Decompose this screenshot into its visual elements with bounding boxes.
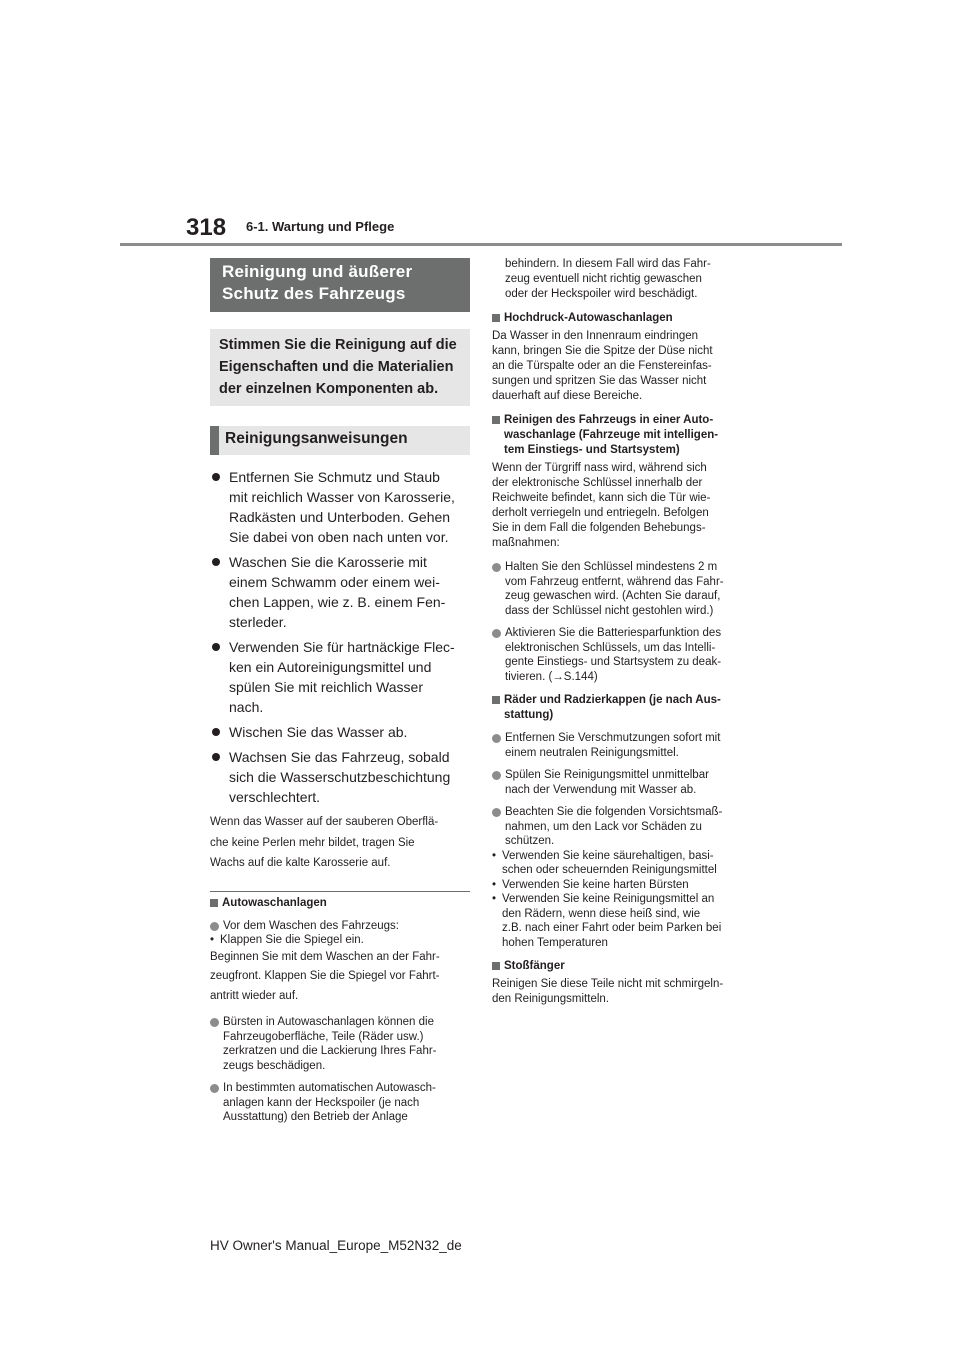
topic-item: Bürsten in Autowaschanlagen können die Fahrzeugoberfläche, Teile (Räder usw.) zerkratzen und die Lackierung Ihres Fahr- zeugs beschädigen. (210, 1015, 470, 1073)
right-column (492, 257, 754, 1007)
intro-line: Eigenschaften und die Materialien (219, 359, 454, 375)
intro-line: Stimmen Sie die Reinigung auf die (219, 337, 457, 353)
bullet-icon (212, 643, 220, 651)
paragraph: Wenn der Türgriff nass wird, während sich der elektronische Schlüssel innerhalb der Reichweite befindet, kann sich die Tür wie- derholt verriegeln und entriegeln. Befolgen Sie in dem Fall die folgenden Behebungs- maßnahmen: (492, 462, 711, 549)
chapter-title: 6-1. Wartung und Pflege (246, 219, 395, 234)
bullet-icon (212, 473, 220, 481)
instruction-list (210, 467, 470, 807)
square-bullet-icon (492, 416, 500, 424)
circle-bullet-icon (492, 808, 501, 817)
topic-item: Entfernen Sie Verschmutzungen sofort mit einem neutralen Reinigungsmittel. (492, 731, 754, 760)
sub-bullet-icon: • (210, 934, 215, 946)
page-number: 318 (186, 214, 227, 241)
title-line: Schutz des Fahrzeugs (222, 284, 406, 303)
circle-bullet-icon (210, 1018, 219, 1027)
circle-bullet-icon (210, 1084, 219, 1093)
circle-bullet-icon (492, 563, 501, 572)
paragraph: Beginnen Sie mit dem Waschen an der Fahr- zeugfront. Klappen Sie die Spiegel vor Fahrt- antritt wieder auf. (210, 950, 440, 1002)
intro-line: der einzelnen Komponenten ab. (219, 381, 439, 397)
bullet-icon (212, 558, 220, 566)
section-title-box (210, 258, 470, 312)
sub-bullet-icon: • (492, 849, 497, 862)
circle-bullet-icon (492, 771, 501, 780)
sub-item: • Verwenden Sie keine Reinigungsmittel an den Rädern, wenn diese heiß sind, wie z.B. nach einer Fahrt oder beim Parken bei hohen Temperaturen (492, 893, 722, 949)
paragraph: Reinigen Sie diese Teile nicht mit schmirgeln- den Reinigungsmitteln. (492, 978, 724, 1005)
square-bullet-icon (492, 962, 500, 970)
instruction-item: Wachsen Sie das Fahrzeug, sobald sich die Wasserschutzbeschichtung verschlechtert. (210, 747, 470, 807)
intro-box (210, 329, 470, 406)
topic-heading: Stoßfänger (492, 959, 754, 974)
sub-item: • Verwenden Sie keine harten Bürsten (492, 878, 689, 891)
topic-item: Beachten Sie die folgenden Vorsichtsmaß- nahmen, um den Lack vor Schäden zu schützen. (492, 805, 754, 849)
sub-item: • Verwenden Sie keine säurehaltigen, basi- schen oder scheuernden Reinigungsmittel (492, 849, 717, 876)
topic-item: Spülen Sie Reinigungsmittel unmittelbar nach der Verwendung mit Wasser ab. (492, 768, 754, 797)
left-column (210, 258, 470, 1125)
sub-bullet-icon: • (492, 893, 497, 905)
topic-heading: Hochdruck-Autowaschanlagen (492, 311, 754, 326)
bullet-icon (212, 753, 220, 761)
circle-bullet-icon (492, 734, 501, 743)
topic-heading: Reinigen des Fahrzeugs in einer Auto- waschanlage (Fahrzeuge mit intelligen- tem Einstiegs- und Startsystem) (492, 413, 754, 458)
sub-bullet-icon: • (492, 878, 497, 891)
square-bullet-icon (210, 899, 218, 907)
square-bullet-icon (492, 314, 500, 322)
topic-heading: Autowaschanlagen (210, 896, 470, 911)
instruction-item: Waschen Sie die Karosserie mit einem Schwamm oder einem wei- chen Lappen, wie z. B. einem Fen- sterleder. (210, 552, 470, 632)
header-rule (120, 243, 842, 246)
square-bullet-icon (492, 696, 500, 704)
instruction-item: Verwenden Sie für hartnäckige Flec- ken ein Autoreinigungsmittel und spülen Sie mit reichlich Wasser nach. (210, 637, 470, 717)
sub-item: • Klappen Sie die Spiegel ein. (210, 934, 364, 946)
circle-bullet-icon (492, 629, 501, 638)
bullet-icon (212, 728, 220, 736)
instruction-item: Entfernen Sie Schmutz und Staub mit reichlich Wasser von Karosserie, Radkästen und Unterboden. Gehen Sie dabei von oben nach unten vor. (210, 467, 470, 547)
topic-item: Aktivieren Sie die Batteriesparfunktion des elektronischen Schlüssels, um das Intelli- gente Einstiegs- und Startsystem zu deak- tivieren. (→S.144) (492, 626, 754, 684)
topic-item: In bestimmten automatischen Autowasch- anlagen kann der Heckspoiler (je nach Ausstattung) den Betrieb der Anlage (210, 1081, 470, 1125)
section-divider (210, 891, 470, 892)
subsection-heading: Reinigungsanweisungen (210, 426, 470, 455)
topic-item: Vor dem Waschen des Fahrzeugs: (210, 919, 470, 934)
title-line: Reinigung und äußerer (222, 262, 413, 281)
topic-item: Halten Sie den Schlüssel mindestens 2 m vom Fahrzeug entfernt, während das Fahr- zeug gewaschen wird. (Achten Sie darauf, dass der Schlüssel nicht gestohlen wird.) (492, 560, 754, 618)
wax-note: Wenn das Wasser auf der sauberen Oberflä- che keine Perlen mehr bildet, tragen Sie Wachs auf die kalte Karosserie auf. (210, 816, 439, 869)
topic-heading: Räder und Radzierkappen (je nach Aus- stattung) (492, 693, 754, 723)
paragraph-continued: behindern. In diesem Fall wird das Fahr- zeug eventuell nicht richtig gewaschen oder der Heckspoiler wird beschädigt. (505, 258, 711, 300)
circle-bullet-icon (210, 922, 219, 931)
paragraph: Da Wasser in den Innenraum eindringen kann, bringen Sie die Spitze der Düse nicht an die Türspalte oder an die Fenstereinfas- sungen und spritzen Sie das Wasser nicht dauerhaft auf diese Bereiche. (492, 330, 713, 402)
footer-text: HV Owner's Manual_Europe_M52N32_de (210, 1238, 462, 1253)
instruction-item: Wischen Sie das Wasser ab. (210, 722, 470, 742)
